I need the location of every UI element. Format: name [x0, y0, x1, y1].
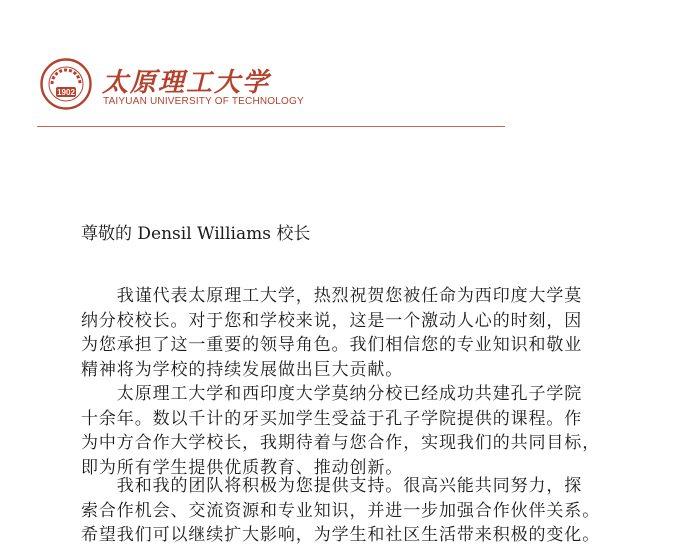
university-name-chinese: 太原理工大学: [102, 68, 271, 98]
paragraph-3: [81, 474, 691, 548]
paragraph-1: [81, 284, 691, 382]
seal-year: 1902: [57, 88, 75, 97]
letterhead: [40, 58, 540, 118]
header-divider: [37, 126, 505, 127]
paragraph-line: 索合作机会、交流资源和专业知识，并进一步加强合作伙伴关系。: [81, 500, 601, 521]
paragraph-line: 太原理工大学和西印度大学莫纳分校已经成功共建孔子学院: [81, 384, 583, 404]
paragraph-line: 即为所有学生提供优质教育、推动创新。: [81, 457, 404, 478]
university-name-english: TAIYUAN UNIVERSITY OF TECHNOLOGY: [103, 96, 304, 107]
paragraph-line: 十余年。数以千计的牙买加学生受益于孔子学院提供的课程。作: [81, 408, 583, 429]
paragraph-line: 为中方合作大学校长，我期待着与您合作，实现我们的共同目标，: [81, 433, 601, 453]
salutation: 尊敬的 Densil Williams 校长: [81, 224, 311, 244]
university-seal-icon: [40, 58, 92, 110]
paragraph-line: 我谨代表太原理工大学，热烈祝贺您被任命为西印度大学莫: [81, 286, 583, 306]
paragraph-line: 纳分校校长。对于您和学校来说，这是一个激动人心的时刻，因: [81, 310, 583, 331]
paragraph-line: 精神将为学校的持续发展做出巨大贡献。: [81, 359, 404, 380]
paragraph-2: [81, 382, 691, 480]
paragraph-line: 为您承担了这一重要的领导角色。我们相信您的专业知识和敬业: [81, 335, 583, 355]
paragraph-line: 希望我们可以继续扩大影响，为学生和社区生活带来积极的变化。: [81, 525, 601, 545]
paragraph-line: 我和我的团队将积极为您提供支持。很高兴能共同努力，探: [81, 476, 583, 496]
